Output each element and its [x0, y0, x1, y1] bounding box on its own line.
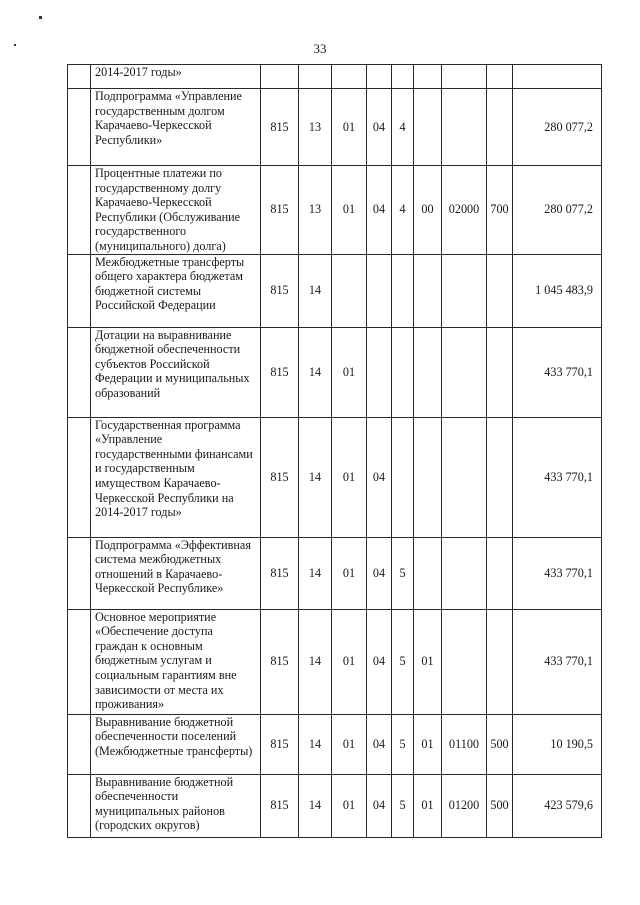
row-subsection-code: 01 [332, 89, 367, 166]
row-admin-code: 815 [261, 327, 299, 417]
table-row [68, 327, 602, 417]
row-program-code [367, 65, 392, 89]
row-expense-type-code [487, 537, 513, 609]
page-number: 33 [313, 41, 327, 56]
row-blank-cell [68, 166, 91, 255]
row-program-code: 04 [367, 537, 392, 609]
row-blank-cell [68, 774, 91, 837]
row-amount: 433 770,1 [513, 417, 602, 537]
row-blank-cell [68, 609, 91, 714]
row-blank-cell [68, 537, 91, 609]
row-main-event-code [414, 254, 442, 327]
row-subprogram-code: 5 [392, 609, 414, 714]
row-subprogram-code [392, 327, 414, 417]
row-expense-type-code: 700 [487, 166, 513, 255]
row-amount: 280 077,2 [513, 89, 602, 166]
table-row [68, 166, 602, 255]
row-name: Государственная программа «Управление государственными финансами и государственным имуществом Карачаево-Черкесской Республики на 2014-2017 годы» [91, 417, 261, 537]
row-amount: 280 077,2 [513, 166, 602, 255]
row-name: Основное мероприятие «Обеспечение доступа граждан к основным бюджетным услугам и социальным гарантиям вне зависимости от места их проживания» [91, 609, 261, 714]
row-amount: 433 770,1 [513, 327, 602, 417]
row-program-code [367, 327, 392, 417]
table-row [68, 609, 602, 714]
table-row [68, 417, 602, 537]
row-subsection-code: 01 [332, 537, 367, 609]
row-expense-type-code: 500 [487, 774, 513, 837]
row-subsection-code: 01 [332, 774, 367, 837]
row-subsection-code: 01 [332, 714, 367, 774]
row-subsection-code: 01 [332, 609, 367, 714]
row-name: Выравнивание бюджетной обеспеченности муниципальных районов (городских округов) [91, 774, 261, 837]
row-program-code: 04 [367, 714, 392, 774]
row-section-code: 13 [299, 89, 332, 166]
row-subsection-code: 01 [332, 166, 367, 255]
row-direction-code [442, 417, 487, 537]
row-expense-type-code [487, 327, 513, 417]
row-expense-type-code [487, 65, 513, 89]
row-subsection-code [332, 65, 367, 89]
row-admin-code: 815 [261, 166, 299, 255]
row-main-event-code: 01 [414, 774, 442, 837]
row-main-event-code [414, 417, 442, 537]
row-name: Подпрограмма «Управление государственным долгом Карачаево-Черкесской Республики» [91, 89, 261, 166]
row-subsection-code: 01 [332, 327, 367, 417]
row-name: Дотации на выравнивание бюджетной обеспеченности субъектов Российской Федерации и муниципальных образований [91, 327, 261, 417]
row-amount [513, 65, 602, 89]
row-section-code: 14 [299, 609, 332, 714]
table-row [68, 714, 602, 774]
row-direction-code [442, 89, 487, 166]
row-amount: 1 045 483,9 [513, 254, 602, 327]
row-amount: 433 770,1 [513, 537, 602, 609]
row-main-event-code [414, 537, 442, 609]
row-admin-code: 815 [261, 417, 299, 537]
row-program-code: 04 [367, 609, 392, 714]
row-admin-code: 815 [261, 537, 299, 609]
row-program-code: 04 [367, 774, 392, 837]
row-admin-code: 815 [261, 254, 299, 327]
row-amount: 433 770,1 [513, 609, 602, 714]
row-expense-type-code [487, 254, 513, 327]
row-expense-type-code [487, 89, 513, 166]
row-section-code: 14 [299, 417, 332, 537]
row-direction-code [442, 537, 487, 609]
budget-table [67, 64, 602, 838]
row-direction-code [442, 65, 487, 89]
row-expense-type-code [487, 417, 513, 537]
row-blank-cell [68, 65, 91, 89]
row-main-event-code: 00 [414, 166, 442, 255]
row-expense-type-code: 500 [487, 714, 513, 774]
row-blank-cell [68, 254, 91, 327]
row-blank-cell [68, 417, 91, 537]
row-subprogram-code [392, 417, 414, 537]
table-row [68, 89, 602, 166]
row-admin-code: 815 [261, 609, 299, 714]
row-subprogram-code [392, 65, 414, 89]
row-blank-cell [68, 89, 91, 166]
row-direction-code [442, 327, 487, 417]
row-program-code: 04 [367, 166, 392, 255]
row-admin-code: 815 [261, 774, 299, 837]
row-name: Подпрограмма «Эффективная система межбюджетных отношений в Карачаево-Черкесской Республике» [91, 537, 261, 609]
table-row [68, 537, 602, 609]
row-subsection-code: 01 [332, 417, 367, 537]
row-section-code: 13 [299, 166, 332, 255]
row-main-event-code: 01 [414, 714, 442, 774]
row-name: Выравнивание бюджетной обеспеченности поселений (Межбюджетные трансферты) [91, 714, 261, 774]
row-amount: 423 579,6 [513, 774, 602, 837]
row-direction-code [442, 609, 487, 714]
row-admin-code: 815 [261, 89, 299, 166]
table-row [68, 774, 602, 837]
scan-mark [39, 16, 42, 19]
row-section-code: 14 [299, 714, 332, 774]
row-section-code: 14 [299, 254, 332, 327]
row-section-code: 14 [299, 774, 332, 837]
row-direction-code: 01200 [442, 774, 487, 837]
row-subprogram-code: 4 [392, 89, 414, 166]
row-subprogram-code: 5 [392, 537, 414, 609]
row-name: 2014-2017 годы» [91, 65, 261, 89]
row-section-code: 14 [299, 537, 332, 609]
row-program-code [367, 254, 392, 327]
row-main-event-code: 01 [414, 609, 442, 714]
row-subprogram-code: 5 [392, 774, 414, 837]
row-section-code [299, 65, 332, 89]
row-blank-cell [68, 327, 91, 417]
row-subprogram-code [392, 254, 414, 327]
row-section-code: 14 [299, 327, 332, 417]
row-admin-code [261, 65, 299, 89]
table-row [68, 254, 602, 327]
row-amount: 10 190,5 [513, 714, 602, 774]
row-program-code: 04 [367, 417, 392, 537]
row-subprogram-code: 5 [392, 714, 414, 774]
row-direction-code [442, 254, 487, 327]
row-direction-code: 02000 [442, 166, 487, 255]
row-blank-cell [68, 714, 91, 774]
row-program-code: 04 [367, 89, 392, 166]
row-subprogram-code: 4 [392, 166, 414, 255]
row-name: Процентные платежи по государственному долгу Карачаево-Черкесской Республики (Обслуживание государственного (муниципального) долга) [91, 166, 261, 255]
row-subsection-code [332, 254, 367, 327]
row-admin-code: 815 [261, 714, 299, 774]
row-main-event-code [414, 65, 442, 89]
row-main-event-code [414, 327, 442, 417]
row-direction-code: 01100 [442, 714, 487, 774]
row-name: Межбюджетные трансферты общего характера бюджетам бюджетной системы Российской Федерации [91, 254, 261, 327]
table-row [68, 65, 602, 89]
row-expense-type-code [487, 609, 513, 714]
row-main-event-code [414, 89, 442, 166]
